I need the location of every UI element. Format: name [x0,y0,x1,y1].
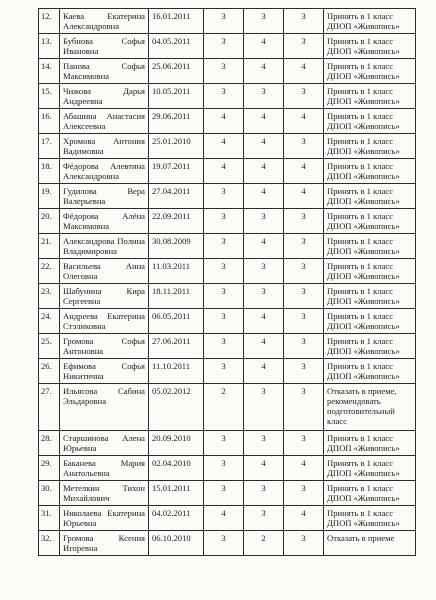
table-row [39,209,416,234]
score-2-cell: 4 [244,134,284,159]
decision-cell: Принять в 1 класс ДПОП «Живопись» [324,359,416,384]
score-3-cell: 4 [284,184,324,209]
table-body [39,9,416,556]
score-3-cell: 3 [284,9,324,34]
row-number-cell: 26. [39,359,60,384]
row-number-cell: 18. [39,159,60,184]
table-row [39,84,416,109]
score-1-cell: 4 [204,159,244,184]
decision-cell: Принять в 1 класс ДПОП «Живопись» [324,481,416,506]
score-3-cell: 3 [284,259,324,284]
birth-date-cell: 11.03.2011 [149,259,204,284]
score-1-cell: 3 [204,234,244,259]
student-name-cell: Николаева Екатерина Юрьевна [60,506,149,531]
decision-cell: Отказать в приеме, рекомендовать подготовительный класс [324,384,416,431]
student-name-cell: Фёдорова Алёна Максимовна [60,209,149,234]
score-2-cell: 4 [244,359,284,384]
row-number-cell: 12. [39,9,60,34]
decision-cell: Отказать в приеме [324,531,416,556]
row-number-cell: 22. [39,259,60,284]
table-row [39,184,416,209]
decision-cell: Принять в 1 класс ДПОП «Живопись» [324,34,416,59]
decision-cell: Принять в 1 класс ДПОП «Живопись» [324,159,416,184]
row-number-cell: 20. [39,209,60,234]
row-number-cell: 23. [39,284,60,309]
score-2-cell: 4 [244,109,284,134]
decision-cell: Принять в 1 класс ДПОП «Живопись» [324,334,416,359]
score-1-cell: 3 [204,531,244,556]
score-2-cell: 3 [244,284,284,309]
row-number-cell: 31. [39,506,60,531]
birth-date-cell: 11.10.2011 [149,359,204,384]
score-1-cell: 3 [204,431,244,456]
student-name-cell: Александрова Полина Владимировна [60,234,149,259]
row-number-cell: 16. [39,109,60,134]
student-name-cell: Чижова Дарья Андреевна [60,84,149,109]
score-3-cell: 3 [284,209,324,234]
score-2-cell: 4 [244,34,284,59]
birth-date-cell: 19.07.2011 [149,159,204,184]
score-1-cell: 3 [204,481,244,506]
score-3-cell: 4 [284,159,324,184]
score-1-cell: 2 [204,384,244,431]
student-name-cell: Фёдорова Алевтина Александровна [60,159,149,184]
birth-date-cell: 30.08.2009 [149,234,204,259]
row-number-cell: 15. [39,84,60,109]
score-3-cell: 4 [284,109,324,134]
score-2-cell: 4 [244,309,284,334]
decision-cell: Принять в 1 класс ДПОП «Живопись» [324,109,416,134]
score-3-cell: 3 [284,531,324,556]
row-number-cell: 21. [39,234,60,259]
score-1-cell: 3 [204,334,244,359]
score-2-cell: 3 [244,384,284,431]
student-name-cell: Каева Екатерина Александровна [60,9,149,34]
student-name-cell: Старшинова Алена Юрьевна [60,431,149,456]
score-3-cell: 3 [284,34,324,59]
score-3-cell: 3 [284,384,324,431]
student-name-cell: Абашина Анастасия Алексеевна [60,109,149,134]
row-number-cell: 24. [39,309,60,334]
decision-cell: Принять в 1 класс ДПОП «Живопись» [324,506,416,531]
row-number-cell: 19. [39,184,60,209]
birth-date-cell: 27.04.2011 [149,184,204,209]
decision-cell: Принять в 1 класс ДПОП «Живопись» [324,134,416,159]
decision-cell: Принять в 1 класс ДПОП «Живопись» [324,456,416,481]
score-2-cell: 3 [244,209,284,234]
score-3-cell: 4 [284,506,324,531]
birth-date-cell: 06.05.2011 [149,309,204,334]
table-row [39,334,416,359]
score-2-cell: 4 [244,456,284,481]
table-row [39,9,416,34]
birth-date-cell: 06.10.2010 [149,531,204,556]
row-number-cell: 13. [39,34,60,59]
score-1-cell: 3 [204,9,244,34]
score-1-cell: 4 [204,134,244,159]
table-row [39,384,416,431]
row-number-cell: 17. [39,134,60,159]
table-row [39,531,416,556]
student-name-cell: Шабунина Кира Сергеевна [60,284,149,309]
decision-cell: Принять в 1 класс ДПОП «Живопись» [324,431,416,456]
score-2-cell: 3 [244,431,284,456]
birth-date-cell: 02.04.2010 [149,456,204,481]
score-3-cell: 3 [284,234,324,259]
table-row [39,34,416,59]
score-1-cell: 3 [204,259,244,284]
decision-cell: Принять в 1 класс ДПОП «Живопись» [324,84,416,109]
score-1-cell: 3 [204,284,244,309]
score-3-cell: 3 [284,431,324,456]
row-number-cell: 14. [39,59,60,84]
student-name-cell: Ефимова Софья Никитична [60,359,149,384]
score-3-cell: 3 [284,481,324,506]
decision-cell: Принять в 1 класс ДПОП «Живопись» [324,9,416,34]
table-row [39,456,416,481]
table-row [39,309,416,334]
birth-date-cell: 04.02.2011 [149,506,204,531]
table-row [39,359,416,384]
score-3-cell: 3 [284,284,324,309]
decision-cell: Принять в 1 класс ДПОП «Живопись» [324,184,416,209]
table-row [39,259,416,284]
birth-date-cell: 15.01.2011 [149,481,204,506]
student-name-cell: Гудилова Вера Валерьевна [60,184,149,209]
birth-date-cell: 04.05.2011 [149,34,204,59]
row-number-cell: 27. [39,384,60,431]
birth-date-cell: 05.02.2012 [149,384,204,431]
table-row [39,234,416,259]
score-1-cell: 3 [204,359,244,384]
score-3-cell: 4 [284,456,324,481]
row-number-cell: 30. [39,481,60,506]
score-1-cell: 3 [204,456,244,481]
student-name-cell: Ильясова Сабина Эльдаровна [60,384,149,431]
birth-date-cell: 18.11.2011 [149,284,204,309]
score-1-cell: 4 [204,506,244,531]
table-row [39,159,416,184]
score-2-cell: 4 [244,159,284,184]
score-1-cell: 4 [204,109,244,134]
decision-cell: Принять в 1 класс ДПОП «Живопись» [324,259,416,284]
row-number-cell: 28. [39,431,60,456]
table-row [39,59,416,84]
score-2-cell: 3 [244,259,284,284]
score-3-cell: 3 [284,359,324,384]
row-number-cell: 32. [39,531,60,556]
table-row [39,431,416,456]
score-2-cell: 4 [244,234,284,259]
decision-cell: Принять в 1 класс ДПОП «Живопись» [324,234,416,259]
score-1-cell: 3 [204,59,244,84]
student-name-cell: Баканева Мария Анатольевна [60,456,149,481]
student-name-cell: Громова Софья Антоновна [60,334,149,359]
student-name-cell: Хромова Антония Вадимовна [60,134,149,159]
score-2-cell: 3 [244,506,284,531]
score-2-cell: 3 [244,481,284,506]
score-1-cell: 3 [204,84,244,109]
score-2-cell: 4 [244,59,284,84]
score-3-cell: 3 [284,309,324,334]
score-1-cell: 3 [204,184,244,209]
score-3-cell: 3 [284,334,324,359]
birth-date-cell: 20.09.2010 [149,431,204,456]
score-1-cell: 3 [204,209,244,234]
table-row [39,481,416,506]
admission-results-table [38,8,416,556]
score-2-cell: 3 [244,84,284,109]
birth-date-cell: 25.06.2011 [149,59,204,84]
table-row [39,284,416,309]
student-name-cell: Бубнова Софья Ивановна [60,34,149,59]
student-name-cell: Андреева Екатерина Стэликовна [60,309,149,334]
decision-cell: Принять в 1 класс ДПОП «Живопись» [324,309,416,334]
student-name-cell: Метелкин Тихон Михайлович [60,481,149,506]
row-number-cell: 29. [39,456,60,481]
score-3-cell: 4 [284,59,324,84]
table-row [39,134,416,159]
birth-date-cell: 10.05.2011 [149,84,204,109]
score-2-cell: 4 [244,334,284,359]
decision-cell: Принять в 1 класс ДПОП «Живопись» [324,209,416,234]
decision-cell: Принять в 1 класс ДПОП «Живопись» [324,59,416,84]
birth-date-cell: 25.01.2010 [149,134,204,159]
score-1-cell: 3 [204,34,244,59]
table-row [39,109,416,134]
score-1-cell: 3 [204,309,244,334]
birth-date-cell: 29.06.2011 [149,109,204,134]
student-name-cell: Громова Ксения Игоревна [60,531,149,556]
score-2-cell: 4 [244,184,284,209]
birth-date-cell: 22.09.2011 [149,209,204,234]
table-row [39,506,416,531]
student-name-cell: Панова Софья Максимовна [60,59,149,84]
score-3-cell: 3 [284,84,324,109]
birth-date-cell: 16.01.2011 [149,9,204,34]
birth-date-cell: 27.06.2011 [149,334,204,359]
score-3-cell: 3 [284,134,324,159]
row-number-cell: 25. [39,334,60,359]
score-2-cell: 2 [244,531,284,556]
student-name-cell: Васильева Анна Олеговна [60,259,149,284]
score-2-cell: 3 [244,9,284,34]
decision-cell: Принять в 1 класс ДПОП «Живопись» [324,284,416,309]
